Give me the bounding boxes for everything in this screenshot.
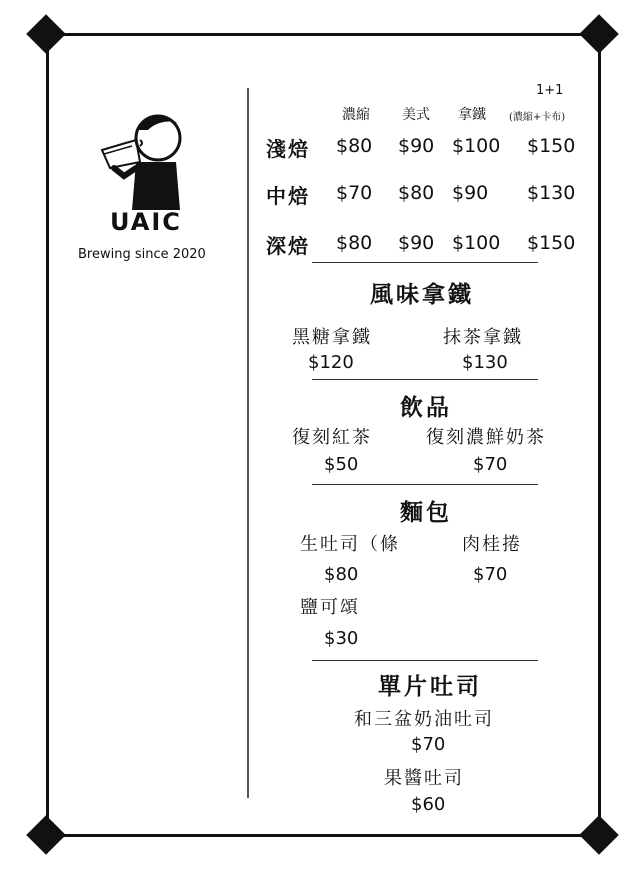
corner-diamond-top-right [579, 14, 619, 54]
frame-left [46, 33, 49, 837]
frame-top [46, 33, 601, 36]
price-black-tea: $50 [324, 454, 359, 475]
section-title-toast: 單片吐司 [378, 673, 482, 700]
tagline: Brewing since 2020 [78, 247, 206, 262]
corner-diamond-bottom-right [579, 815, 619, 855]
corner-diamond-bottom-left [26, 815, 66, 855]
price-light-combo: $150 [527, 135, 576, 157]
item-milk-tea: 復刻濃鮮奶茶 [426, 427, 546, 448]
price-light-americano: $90 [398, 135, 435, 157]
item-black-tea: 復刻紅茶 [292, 427, 372, 448]
col-head-combo: (濃縮+卡布) [509, 112, 566, 123]
top-note: 1+1 [536, 83, 564, 98]
divider-2 [312, 379, 538, 380]
row-label-medium: 中焙 [266, 184, 310, 208]
item-salt-croissant: 鹽可頌 [300, 597, 360, 618]
price-shokupan: $80 [324, 564, 359, 585]
item-jam-toast: 果醬吐司 [384, 768, 464, 789]
item-butter-toast: 和三盆奶油吐司 [354, 709, 494, 730]
column-divider [247, 88, 249, 798]
price-light-latte: $100 [452, 135, 501, 157]
row-label-light: 淺焙 [266, 137, 310, 161]
logo-text: UAIC [110, 208, 182, 236]
section-title-flavored-latte: 風味拿鐵 [370, 281, 474, 308]
col-head-espresso: 濃縮 [342, 107, 370, 123]
col-head-latte: 拿鐵 [458, 107, 486, 123]
item-cinnamon-roll: 肉桂捲 [462, 534, 522, 555]
price-salt-croissant: $30 [324, 628, 359, 649]
price-dark-latte: $100 [452, 232, 501, 254]
section-title-bread: 麵包 [400, 499, 452, 526]
price-butter-toast: $70 [411, 734, 446, 755]
row-label-dark: 深焙 [266, 234, 310, 258]
item-shokupan: 生吐司（條 [300, 534, 400, 555]
price-milk-tea: $70 [473, 454, 508, 475]
price-medium-americano: $80 [398, 182, 435, 204]
item-matcha-latte: 抹茶拿鐵 [443, 327, 523, 348]
price-dark-americano: $90 [398, 232, 435, 254]
divider-3 [312, 484, 538, 485]
divider-1 [312, 262, 538, 263]
corner-diamond-top-left [26, 14, 66, 54]
price-medium-latte: $90 [452, 182, 489, 204]
price-brown-sugar-latte: $120 [308, 352, 354, 373]
section-title-drinks: 飲品 [400, 394, 452, 421]
price-medium-espresso: $70 [336, 182, 373, 204]
price-dark-espresso: $80 [336, 232, 373, 254]
price-light-espresso: $80 [336, 135, 373, 157]
col-head-americano: 美式 [402, 107, 430, 123]
price-jam-toast: $60 [411, 794, 446, 815]
frame-right [598, 33, 601, 837]
price-medium-combo: $130 [527, 182, 576, 204]
price-dark-combo: $150 [527, 232, 576, 254]
divider-4 [312, 660, 538, 661]
price-cinnamon-roll: $70 [473, 564, 508, 585]
item-brown-sugar-latte: 黑糖拿鐵 [292, 327, 372, 348]
price-matcha-latte: $130 [462, 352, 508, 373]
frame-bottom [46, 834, 601, 837]
